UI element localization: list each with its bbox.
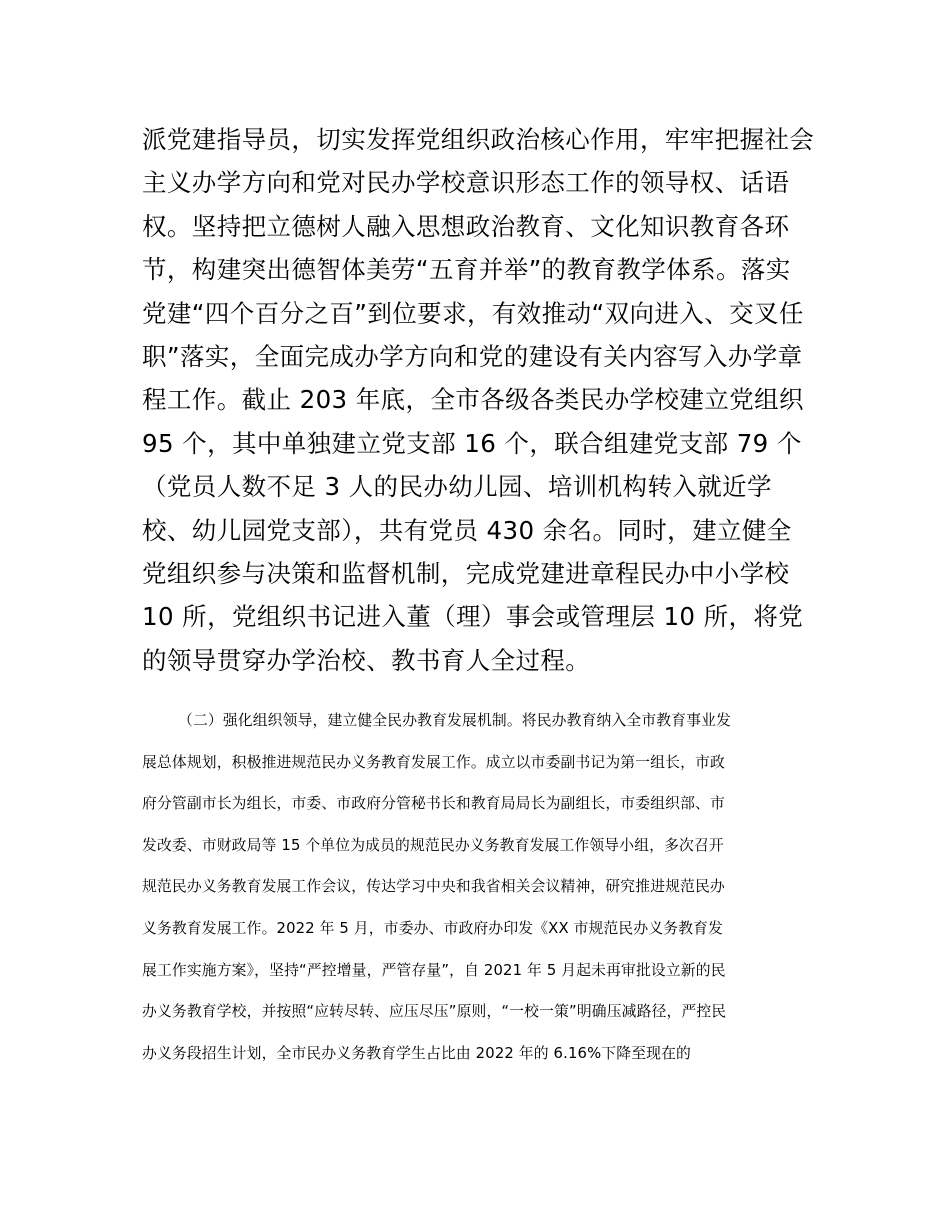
paragraph-line: 职”落实，全面完成办学方向和党的建设有关内容写入办学章 [142, 341, 803, 371]
paragraph-line: 95 个，其中单独建立党支部 16 个，联合组建党支部 79 个 [142, 428, 802, 458]
paragraph-line: 义务教育发展工作。2022 年 5 月，市委办、市政府办印发《XX 市规范民办义务教育发 [142, 919, 724, 937]
paragraph-line: 校、幼儿园党支部），共有党员 430 余名。同时，建立健全 [142, 515, 792, 545]
paragraph-line: 派党建指导员，切实发挥党组织政治核心作用，牢牢把握社会 [142, 125, 815, 154]
paragraph-line: 府分管副市长为组长，市委、市政府分管秘书长和教育局局长为副组长，市委组织部、市 [142, 795, 725, 813]
paragraph-line: （党员人数不足 3 人的民办幼儿园、培训机构转入就近学 [142, 472, 772, 502]
paragraph-line: （二）强化组织领导，建立健全民办教育发展机制。将民办教育纳入全市教育事业发 [178, 712, 732, 729]
paragraph-organizational-leadership [142, 700, 822, 1074]
paragraph-line: 的领导贯穿办学治校、教书育人全过程。 [142, 645, 591, 675]
paragraph-line: 主义办学方向和党对民办学校意识形态工作的领导权、话语 [142, 168, 790, 198]
paragraph-line: 规范民办义务教育发展工作会议，传达学习中央和我省相关会议精神，研究推进规范民办 [142, 878, 725, 896]
paragraph-line: 权。坚持把立德树人融入思想政治教育、文化知识教育各环 [142, 211, 790, 241]
paragraph-party-building [142, 118, 822, 682]
paragraph-line: 展总体规划，积极推进规范民办义务教育发展工作。成立以市委副书记为第一组长，市政 [142, 753, 725, 771]
paragraph-line: 展工作实施方案》，坚持“严控增量，严管存量”，自 2021 年 5 月起未再审批设立新的民 [142, 961, 726, 979]
paragraph-line: 发改委、市财政局等 15 个单位为成员的规范民办义务教育发展工作领导小组，多次召开 [142, 836, 724, 854]
paragraph-line: 党组织参与决策和监督机制，完成党建进章程民办中小学校 [142, 558, 790, 588]
paragraph-line: 节，构建突出德智体美劳“五育并举”的教育教学体系。落实 [142, 255, 791, 285]
paragraph-line: 办义务教育学校，并按照“应转尽转、应压尽压”原则，“一校一策”明确压减路径，严控民 [142, 1003, 727, 1021]
paragraph-line: 程工作。截止 203 年底，全市各级各类民办学校建立党组织 [142, 385, 804, 415]
paragraph-line: 办义务段招生计划，全市民办义务教育学生占比由 2022 年的 6.16%下降至现在的 [142, 1044, 691, 1062]
paragraph-line: 党建“四个百分之百”到位要求，有效推动“双向进入、交叉任 [142, 298, 804, 328]
paragraph-line: 10 所，党组织书记进入董（理）事会或管理层 10 所，将党 [142, 602, 804, 632]
